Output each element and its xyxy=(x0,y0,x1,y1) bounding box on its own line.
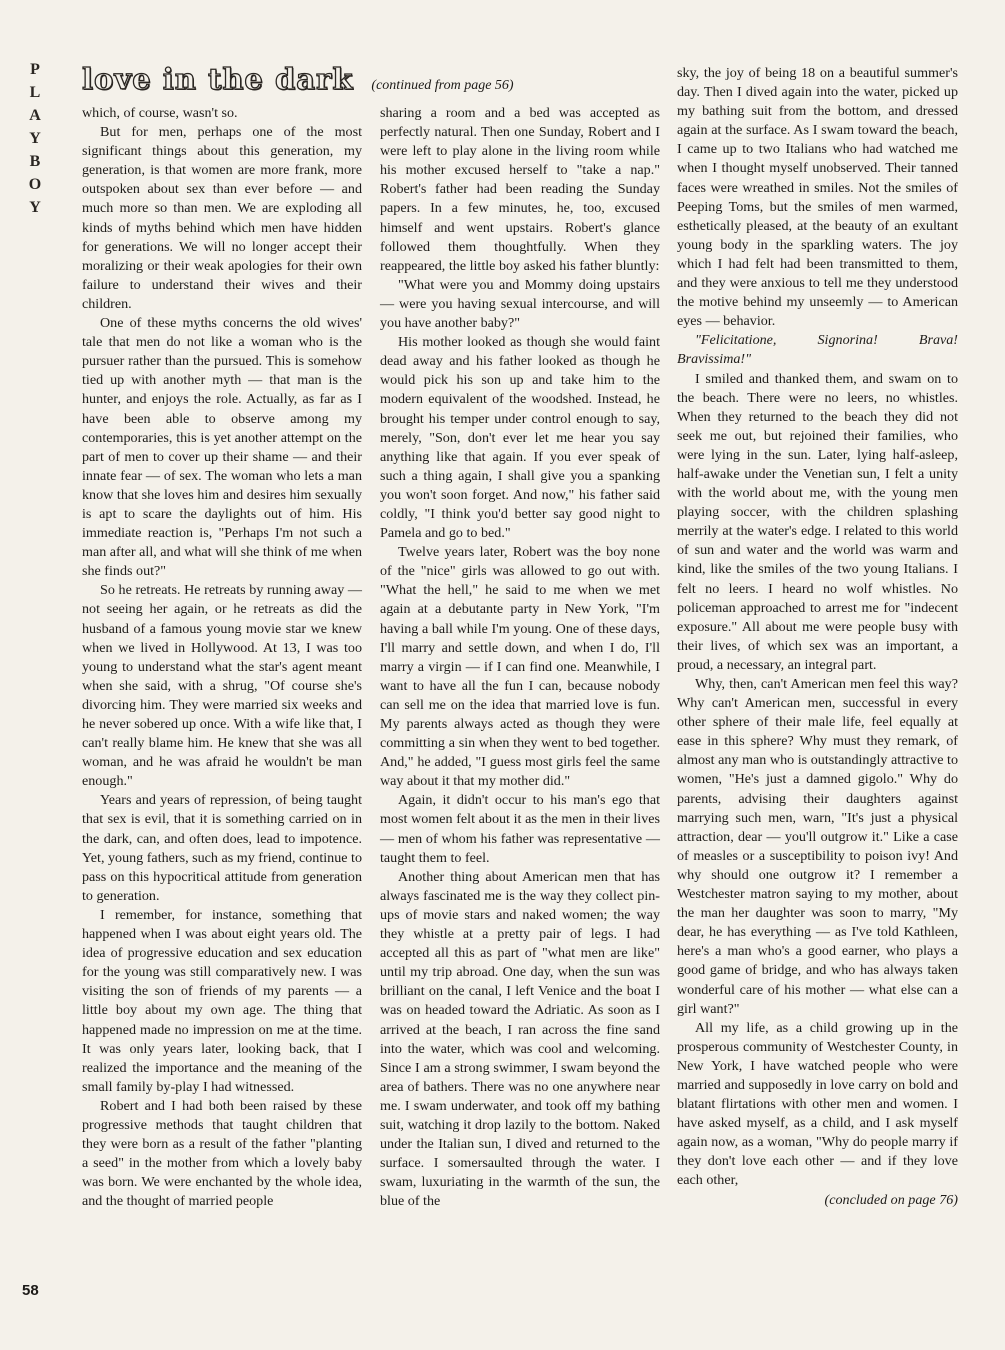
paragraph: sharing a room and a bed was accepted as perfectly natural. Then one Sunday, Robert and I were left to play alone in the living room while his mother excused herself to "take a nap." Robert's father had been reading the Sunday papers. In a few minutes, he, too, excused himself and went upstairs. Robert's glance followed them thoughtfully. When they reappeared, the little boy asked his father bluntly: xyxy=(380,105,660,274)
paragraph: But for men, perhaps one of the most significant things about this generation, my generation, is that women are more frank, more outspoken about sex than ever before — and much more so than men. We are exploding all kinds of myths behind which men have hidden for generations. We will no longer accept their moralizing or their weak apologies for their own failure to understand their wives and their children. xyxy=(82,124,362,312)
paragraph: Another thing about American men that has always fascinated me is the way they collect pin-ups of movie stars and naked women; the way they whistle at a pretty pair of legs. I had accepted all this as part of "what men are like" until my trip abroad. One day, when the sun was brilliant on the canal, I left Venice and the boat I was on headed toward the Adriatic. As soon as I arrived at the beach, I ran across the fine sand into the water, which was cool and welcoming. Since I am a strong swimmer, I swam beyond the area of bathers. There was no one anywhere near me. I swam underwater, and took off my bathing suit, watching it drop lazily to the bottom. Naked under the Italian sun, I dived and returned to the surface. I somersaulted through the water. I swam, luxuriating in the warmth of the sun, the blue of the xyxy=(380,868,660,1210)
paragraph: Why, then, can't American men feel this way? Why can't American men, successful in every other sphere of their male life, feel equally at ease in this sphere? Why must they remark, of almost any man who is outstandingly attractive to women, "He's just a damned gigolo." Why do parents, advising their daughters against marrying such men, warn, "It's just a physical attraction, dear — you'll outgrow it." Like a case of measles or a susceptibility to poison ivy! And why should one outgrow it? I remember a Westchester matron saying to my mother, about the man her daughter was soon to marry, "My dear, he has everything — as I've told Kathleen, here's a man who's a good earner, who plays a good game of bridge, and who has always taken wonderful care of his mother — what else can a girl want?" xyxy=(677,676,958,1017)
paragraph: which, of course, wasn't so. xyxy=(82,105,238,121)
concluded-note: (concluded on page 76) xyxy=(824,1191,958,1208)
paragraph: "What were you and Mommy doing upstairs — were you having sexual intercourse, and will you have another baby?" xyxy=(380,276,660,332)
magazine-letter: P xyxy=(30,61,40,78)
continued-note: (continued from page 56) xyxy=(371,78,514,93)
paragraph: I remember, for instance, something that happened when I was about eight years old. The idea of progressive education and sex education for the young was still comparatively new. I was visiting the son of friends of my parents — a little boy about my own age. The thing that happened made no impression on me at the time. It was only years later, looking back, that I realized the importance and the meaning of the small family by-play I had witnessed. xyxy=(82,906,362,1095)
magazine-letter: B xyxy=(29,153,41,170)
magazine-letter: O xyxy=(28,176,42,193)
paragraph: Twelve years later, Robert was the boy none of the "nice" girls was allowed to go out with. "What the hell," he said to me when we met again at a debutante party in New York, "I'm having a ball while I'm young. One of these days, I'll marry and settle down, and when I do, I'll marry a virgin — if I can find one. Meanwhile, I want to have all the fun I can, because nobody can sell me on the idea that married love is fun. My parents always acted as though they were committing a sin when they went to bed together. And," he added, "I guess most girls feel the same way about it that my mother did." xyxy=(380,544,660,790)
text-column-3 xyxy=(677,64,958,1210)
paragraph: One of these myths concerns the old wives' tale that men do not like a woman who is the pursuer rather than the pursued. This is somehow tied up with another myth — that man is the hunter, and enjoys the role. Actually, as far as I have been able to observe among my contemporaries, this is yet another attempt on the part of men to cover up their shame — and their innate fear — of sex. The woman who lets a man know that she loves him and desires him sexually is apt to scare the daylights out of him. His immediate reaction is, "Perhaps I'm not such a man after all, and what will she think of me when she finds out?" xyxy=(82,315,362,580)
paragraph: sky, the joy of being 18 on a beautiful summer's day. Then I dived again into the water, picked up my bathing suit from the bottom, and dressed again at the surface. As I swam toward the beach, I came up to two Italians who had watched me when I thought myself unobserved. Their tanned faces were wreathed in smiles. Not the smiles of Peeping Toms, but the smiles of men warmed, esthetically pleased, at the beauty of an exultant young body in the sparkling waters. The joy which I had felt had been transmitted to them, and they were anxious to tell me they understood the motive behind my unseemly — to American eyes — behavior. xyxy=(677,65,958,330)
text-column-1 xyxy=(82,104,362,1211)
paragraph: All my life, as a child growing up in the prosperous community of Westchester County, in New York, I have watched people who were married and supposedly in love carry on bold and blatant flirtations with other men and women. I have asked myself, as a child, and I ask myself again now, as a woman, "Why do people marry if they don't love each other — and if they love each other, xyxy=(677,1019,958,1189)
magazine-letter: Y xyxy=(29,199,41,216)
text-column-2 xyxy=(380,104,660,1211)
paragraph: His mother looked as though she would faint dead away and his father looked as though he would pick his son up and take him to the modern equivalent of the woodshed. Instead, he brought his temper under control enough to say, merely, "Son, don't ever let me hear you say anything like that again. If you ever speak of such a thing again, I shall give you a spanking you won't soon forget. And now," his father said coldly, "I think you'd better say good night to Pamela and go to bed." xyxy=(380,334,660,542)
magazine-letter: L xyxy=(29,84,41,101)
paragraph: Again, it didn't occur to his man's ego that most women felt about it as the men in their lives — men of whom his father was representative — taught them to feel. xyxy=(380,792,660,866)
paragraph: So he retreats. He retreats by running away — not seeing her again, or he retreats as did the husband of a famous young movie star we knew when we lived in Hollywood. At 13, I was too young to understand what the star's agent meant when she said, with a shrug, "Of course she's divorcing him. They were married six weeks and he never sobered up once. With a wife like that, I can't really blame him. He knew that she was all woman, and he was afraid he wouldn't be man enough." xyxy=(82,582,362,790)
paragraph: I smiled and thanked them, and swam on to the beach. There were no leers, no whistles. When they returned to the beach they did not seek me out, but rejoined their families, who were lying in the sun. Later, lying half-asleep, half-awake under the Venetian sun, I felt a unity with the world about me, with the young men playing soccer, with the children splashing merrily at the water's edge. I related to this world of sun and water and the world was warm and kind, like the smiles of the two young Italians. I felt no leers. I heard no wolf whistles. No policeman approached to arrest me for "indecent exposure." All about me were people busy with their lives, of which sex was an important, a proud, a necessary, an integral part. xyxy=(677,370,958,673)
paragraph: Years and years of repression, of being taught that sex is evil, that it is something carried on in the dark, can, and often does, lead to impotence. Yet, young fathers, such as my friend, continue to pass on this hypocritical attitude from generation to generation. xyxy=(82,792,363,904)
article-header xyxy=(82,62,642,102)
paragraph: "Felicitatione, Signorina! Brava! Bravissima!" xyxy=(677,332,958,368)
magazine-letter: A xyxy=(29,107,41,124)
page-number: 58 xyxy=(22,1282,39,1299)
paragraph: Robert and I had both been raised by these progressive methods that taught children that they were born as a result of the father "planting a seed" in the mother from which a lovely baby was born. We were enchanted by the whole idea, and the thought of married people xyxy=(82,1097,362,1210)
magazine-letter: Y xyxy=(29,130,41,147)
article-title: love in the dark xyxy=(82,62,354,96)
magazine-name-vertical xyxy=(26,58,44,219)
